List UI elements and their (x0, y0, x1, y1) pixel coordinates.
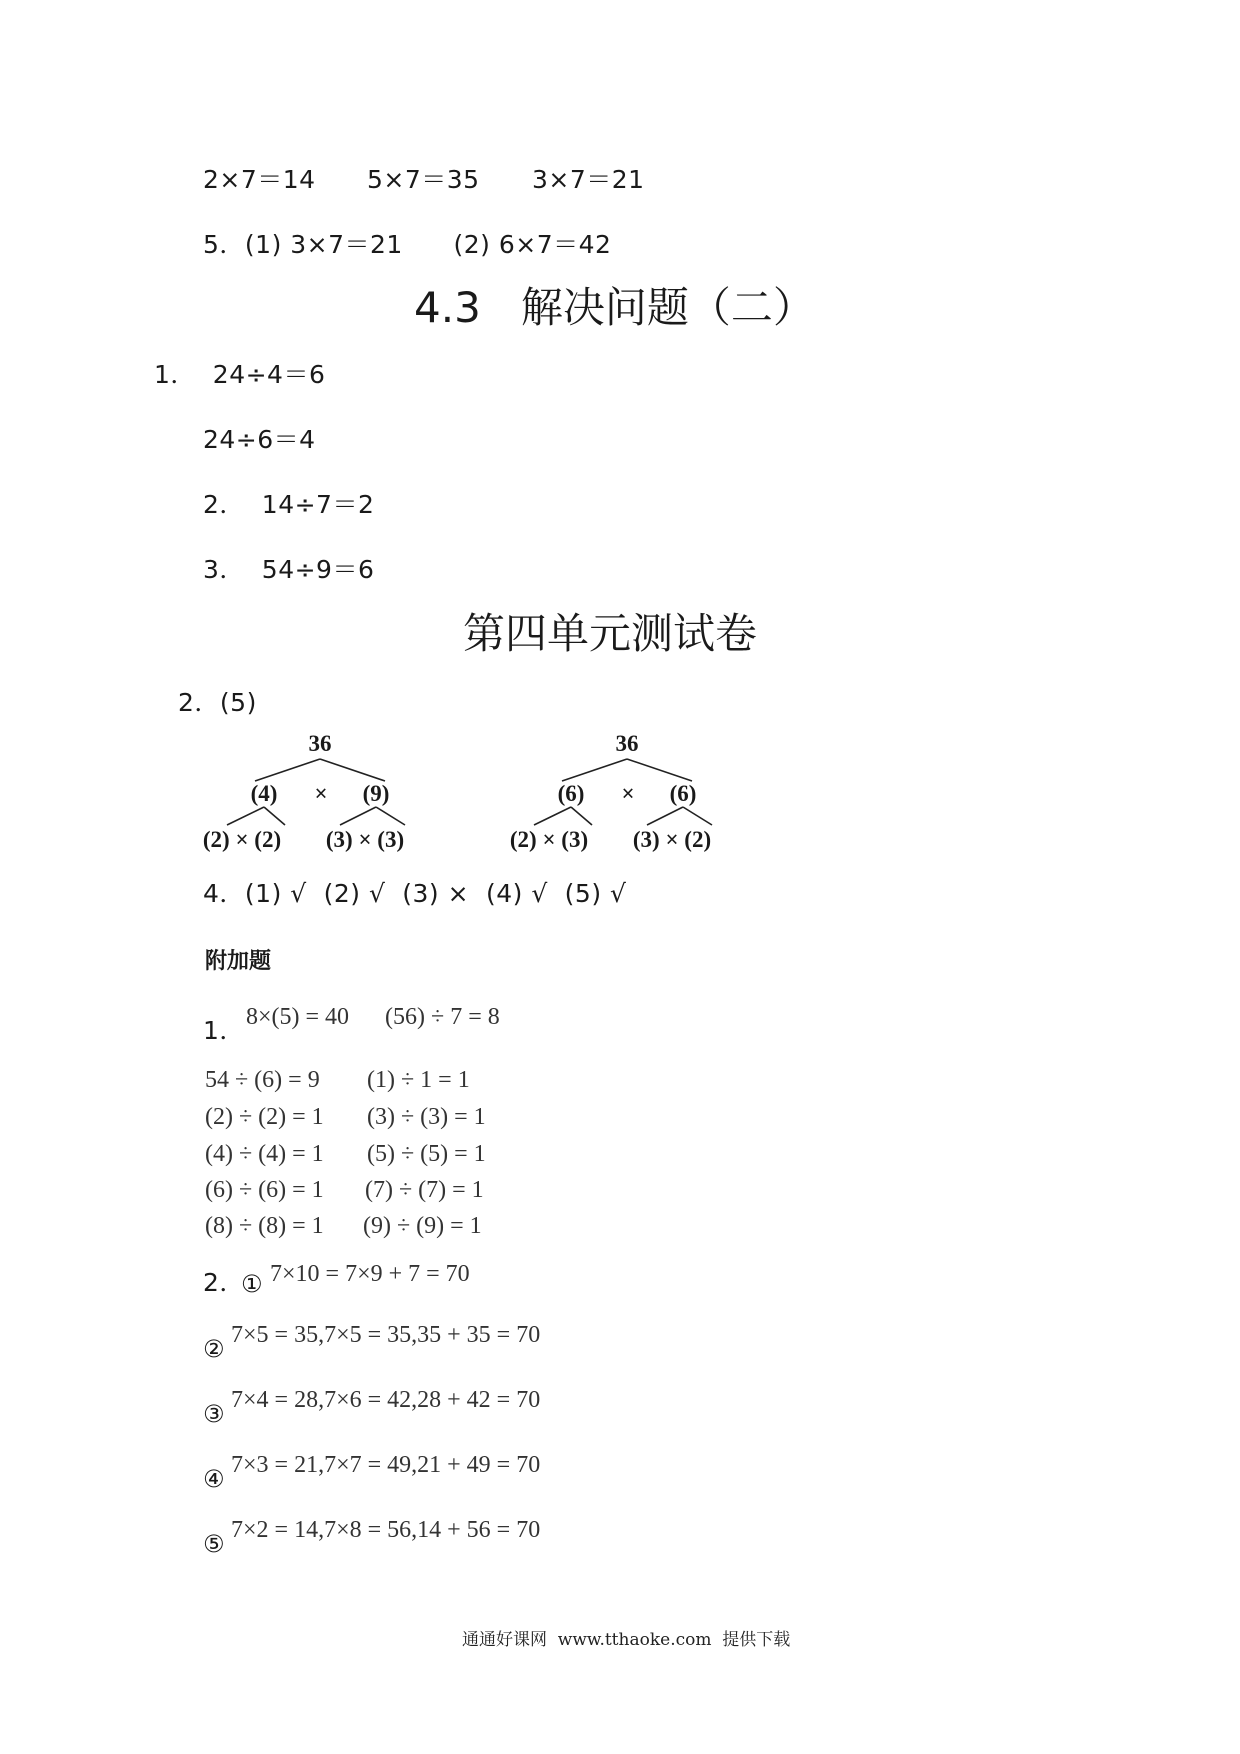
method-5-mark: ⑤ (203, 1530, 225, 1558)
extra-q2-label: 2． (203, 1268, 245, 1297)
pair-2-left: (2) ÷ (2) = 1 (205, 1104, 324, 1130)
footer-text: 通通好课网 www.tthaoke.com 提供下载 (462, 1630, 791, 1650)
factor-tree-2 (507, 728, 757, 863)
method-2-eq: 7×5 = 35,7×5 = 35,35 + 35 = 70 (231, 1322, 541, 1348)
pair-1-right: (1) ÷ 1 = 1 (367, 1067, 470, 1093)
unit-test-q2: 2．(5) (178, 688, 257, 717)
tree1-left: (4) (250, 781, 278, 806)
pair-5-left: (8) ÷ (8) = 1 (205, 1213, 324, 1239)
answer-3x7: 3×7＝21 (532, 165, 645, 194)
pair-4-right: (7) ÷ (7) = 1 (365, 1177, 484, 1203)
pair-3-right: (5) ÷ (5) = 1 (367, 1141, 486, 1167)
method-4-mark: ④ (203, 1465, 225, 1493)
answer-5x7: 5×7＝35 (367, 165, 480, 194)
tree2-op: × (621, 781, 635, 806)
pair-4-left: (6) ÷ (6) = 1 (205, 1177, 324, 1203)
tree1-right: (9) (362, 781, 390, 806)
extra-q1-label: 1． (203, 1016, 245, 1045)
method-4-eq: 7×3 = 21,7×7 = 49,21 + 49 = 70 (231, 1452, 541, 1478)
factor-tree-1 (200, 728, 450, 863)
tree2-right: (6) (669, 781, 697, 806)
answer-4-3-q2: 2． 14÷7＝2 (203, 490, 375, 519)
answer-2x7: 2×7＝14 (203, 165, 316, 194)
method-3-mark: ③ (203, 1400, 225, 1428)
pair-2-right: (3) ÷ (3) = 1 (367, 1104, 486, 1130)
method-2-mark: ② (203, 1335, 225, 1363)
answer-4-3-q1a: 1． 24÷4＝6 (154, 360, 326, 389)
tree2-left-children: (2) × (3) (509, 827, 589, 852)
method-1-eq: 7×10 = 7×9 + 7 = 70 (270, 1261, 470, 1287)
unit-test-q4: 4．(1) √ (2) √ (3) × (4) √ (5) √ (203, 879, 627, 908)
section-title-4-3: 4.3 解决问题（二） (414, 283, 815, 332)
pair-5-right: (9) ÷ (9) = 1 (363, 1213, 482, 1239)
method-3-eq: 7×4 = 28,7×6 = 42,28 + 42 = 70 (231, 1387, 541, 1413)
tree1-right-children: (3) × (3) (325, 827, 405, 852)
method-5-eq: 7×2 = 14,7×8 = 56,14 + 56 = 70 (231, 1517, 541, 1543)
answer-q5: 5．(1) 3×7＝21 (2) 6×7＝42 (203, 230, 612, 259)
tree1-op: × (314, 781, 328, 806)
answer-4-3-q1b: 24÷6＝4 (203, 425, 316, 454)
tree1-root: 36 (308, 731, 332, 756)
tree2-root: 36 (615, 731, 639, 756)
tree1-left-children: (2) × (2) (202, 827, 282, 852)
extra-title: 附加题 (205, 949, 272, 974)
tree2-right-children: (3) × (2) (632, 827, 712, 852)
method-1-mark: ① (241, 1270, 263, 1298)
extra-q1-line: 8×(5) = 40 (56) ÷ 7 = 8 (246, 1004, 500, 1030)
tree2-left: (6) (557, 781, 585, 806)
pair-3-left: (4) ÷ (4) = 1 (205, 1141, 324, 1167)
unit-test-title: 第四单元测试卷 (463, 609, 758, 658)
answer-4-3-q3: 3． 54÷9＝6 (203, 555, 375, 584)
pair-1-left: 54 ÷ (6) = 9 (205, 1067, 320, 1093)
